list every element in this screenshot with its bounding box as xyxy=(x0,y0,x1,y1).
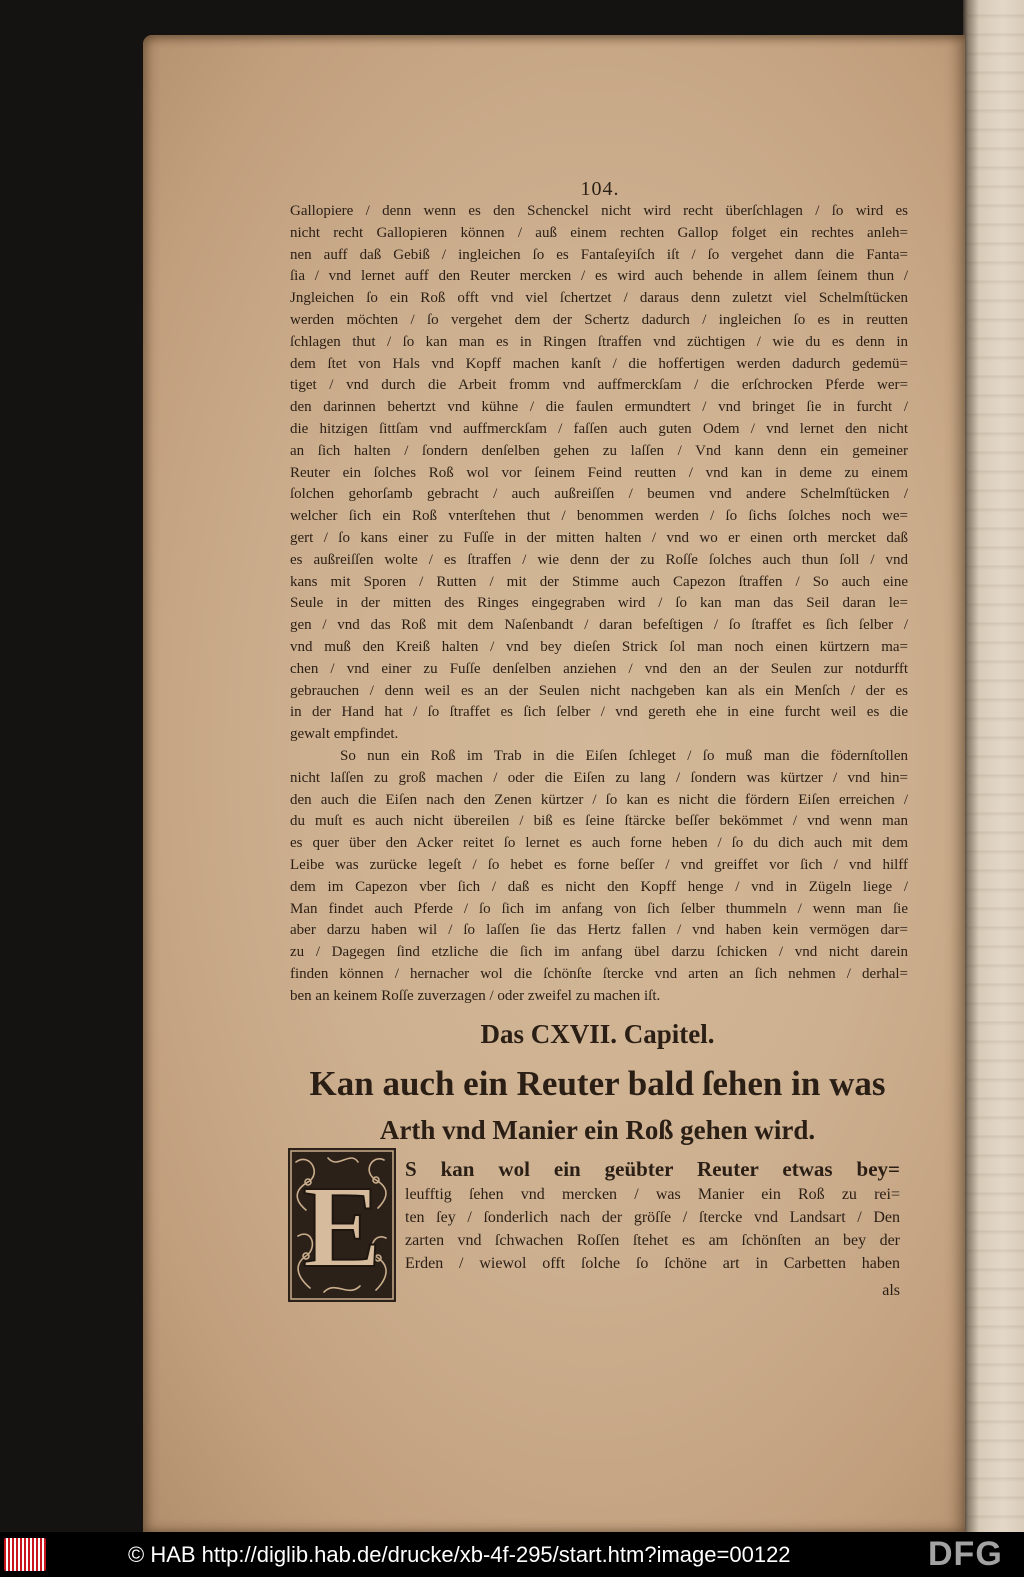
body-line: die hitzigen ſittſam vnd auffmerckſam / faſſen auch guten Odem / vnd lernet den nicht xyxy=(290,420,908,437)
dfg-logo: DFG xyxy=(928,1535,1003,1573)
decorated-initial xyxy=(288,1148,396,1302)
body-line: dem im Capezon vber ſich / daß es nicht den Kopff henge / vnd in Zügeln liege / xyxy=(290,878,908,895)
body-line: welcher ſich ein Roß vnterſtehen thut / benommen werden / ſo ſichs ſolches noch we= xyxy=(290,508,908,525)
body-text xyxy=(290,201,908,1007)
intro-line: Erden / wiewol offt ſolche ſo ſchöne art in Carbetten haben xyxy=(405,1255,900,1272)
initial-letter: E xyxy=(302,1161,382,1292)
body-line: gewalt empfindet. xyxy=(290,726,399,743)
body-line: Man findet auch Pferde / ſo ſich im anfang von ſich ſelber thummeln / wenn man ſie xyxy=(290,900,908,917)
body-line: nicht recht Gallopieren können / auß einem rechten Gallop folget ein rechtes anleh= xyxy=(290,224,908,241)
intro-line: leufftig ſehen vnd mercken / was Manier ein Roß zu rei= xyxy=(405,1186,900,1203)
body-line: aber darzu haben wil / ſo laſſen ſie das Hertz fallen / vnd haben kein vermögen dar= xyxy=(290,922,908,939)
body-line: vnd muß den Kreiß halten / vnd bey dieſen Strick ſol man noch einen kürtzern ma= xyxy=(290,638,908,655)
facing-page-edge xyxy=(963,0,1024,1532)
body-line: gebrauchen / denn weil es an der Seulen nicht nachgeben kan als ein Menſch / der es xyxy=(290,682,908,699)
copyright-notice: © HAB http://diglib.hab.de/drucke/xb-4f-295/start.htm?image=00122 xyxy=(128,1542,791,1567)
body-line: es quer über den Acker reitet ſo lernet es auch forne heben / ſo du dich auch mit dem xyxy=(290,835,908,852)
body-line: gert / ſo kans einer zu Fuſſe in der mitten halten / vnd wo er einen orth mercket daß xyxy=(290,529,908,546)
body-line: So nun ein Roß im Trab in die Eiſen ſchleget / ſo muß man die födernſtollen xyxy=(340,747,908,764)
body-line: in der Hand hat / ſo ſtraffet es ſich ſelber / vnd gereth ehe in eine furcht weil es die xyxy=(290,704,908,721)
body-line: dem ſtet von Hals vnd Kopff machen kanſt / die hoffertigen werden dadurch gedemü= xyxy=(290,355,908,372)
body-line: ben an keinem Roſſe zuverzagen / oder zweifel zu machen iſt. xyxy=(290,987,661,1004)
body-line: Leibe was zurücke legeſt / ſo hebet es forne beſſer / vnd greiffet vor ſich / vnd hilff xyxy=(290,856,908,873)
body-line: ſolchen gehorſamb gebracht / auch außreiſſen / beumen vnd andere Schelmſtücken / xyxy=(290,486,908,503)
body-line: finden können / hernacher wol die ſchönſte ſtercke vnd arten an ſich nehmen / derhal= xyxy=(290,965,908,982)
page-number: 104. xyxy=(580,178,620,200)
body-line: chen / vnd einer zu Fuſſe denſelben anziehen / vnd den an der Seulen zur notdurfft xyxy=(290,660,908,677)
body-line: gen / vnd das Roß mit dem Naſenbandt / daran befeſtigen / ſo ſtraffet es ſich ſelber / xyxy=(290,617,908,634)
body-line: ſia / vnd lernet auff den Reuter mercken / es wird auch behende in allem ſeinem thun / xyxy=(290,268,908,285)
body-line: an ſich halten / ſondern denſelben gehen zu laſſen / Vnd kann denn ein gemeiner xyxy=(290,442,908,459)
hab-logo-icon xyxy=(4,1538,46,1571)
body-line: nicht laſſen zu groß machen / oder die Eiſen zu lang / ſondern was kürtzer / vnd hin= xyxy=(290,769,908,786)
chapter-label: Das CXVII. Capitel. xyxy=(480,1019,715,1049)
chapter-title-line-1: Kan auch ein Reuter bald ſehen in was xyxy=(309,1064,886,1103)
catchword: als xyxy=(882,1282,900,1299)
chapter-intro xyxy=(405,1155,900,1275)
body-line: den darinnen behertzt vnd kühne / die faulen ermundtert / vnd bringet ſie in furcht / xyxy=(290,399,908,416)
body-line: kans mit Sporen / Rutten / mit der Stimme auch Capezon ſtraffen / So auch eine xyxy=(290,573,908,590)
body-line: den auch die Eiſen nach den Zenen kürtzer / ſo kan es nicht die fördern Eiſen erreichen / xyxy=(290,791,908,808)
body-line: tiget / vnd durch die Arbeit fromm vnd auffmerckſam / die erſchrocken Pferde wer= xyxy=(290,377,908,394)
body-line: Jngleichen ſo ein Roß offt vnd viel ſchertzet / daraus denn zuletzt viel Schelmſtücken xyxy=(290,290,908,307)
intro-line: ten ſey / ſonderlich nach der gröſſe / ſtercke vnd Landsart / Den xyxy=(405,1209,900,1226)
body-line: ſchlagen thut / ſo kan man es in Ringen ſtraffen vnd züchtigen / wie du es denn in xyxy=(290,333,908,350)
body-line: nen auff daß Gebiß / ingleichen ſo es Fantaſeyiſch iſt / ſo vergehet dann die Fanta= xyxy=(290,246,908,263)
chapter-title-line-2: Arth vnd Manier ein Roß gehen wird. xyxy=(379,1115,816,1145)
body-line: werden möchten / ſo vergehet dem der Schertz dadurch / ingleichen ſo es in reutten xyxy=(290,311,908,328)
body-line: zu / Dagegen ſind etzliche die ſich im anfang übel darzu ſchicken / vnd nicht darein xyxy=(290,944,908,961)
body-line: es außreiſſen wolte / es ſtraffen / wie denn der zu Roſſe ſolches auch thun ſoll / vnd xyxy=(290,551,908,568)
body-line: du muſt es auch nicht übereilen / biß es ſeine ſtärcke beſſer bekömmet / vnd wenn man xyxy=(290,813,908,830)
body-line: Seule in der mitten des Ringes eingegraben wird / ſo kan man das Seil daran le= xyxy=(290,595,908,612)
body-line: Gallopiere / denn wenn es den Schenckel nicht wird recht überſchlagen / ſo wird es xyxy=(290,203,908,219)
body-line: Reuter ein ſolches Roß wol vor ſeinem Feind reutten / vnd kan in deme zu einem xyxy=(290,464,908,481)
intro-line: zarten vnd ſchwachen Roſſen ſtehet es am ſchönſten an bey der xyxy=(405,1232,900,1249)
intro-line: S kan wol ein geübter Reuter etwas bey= xyxy=(405,1157,900,1181)
